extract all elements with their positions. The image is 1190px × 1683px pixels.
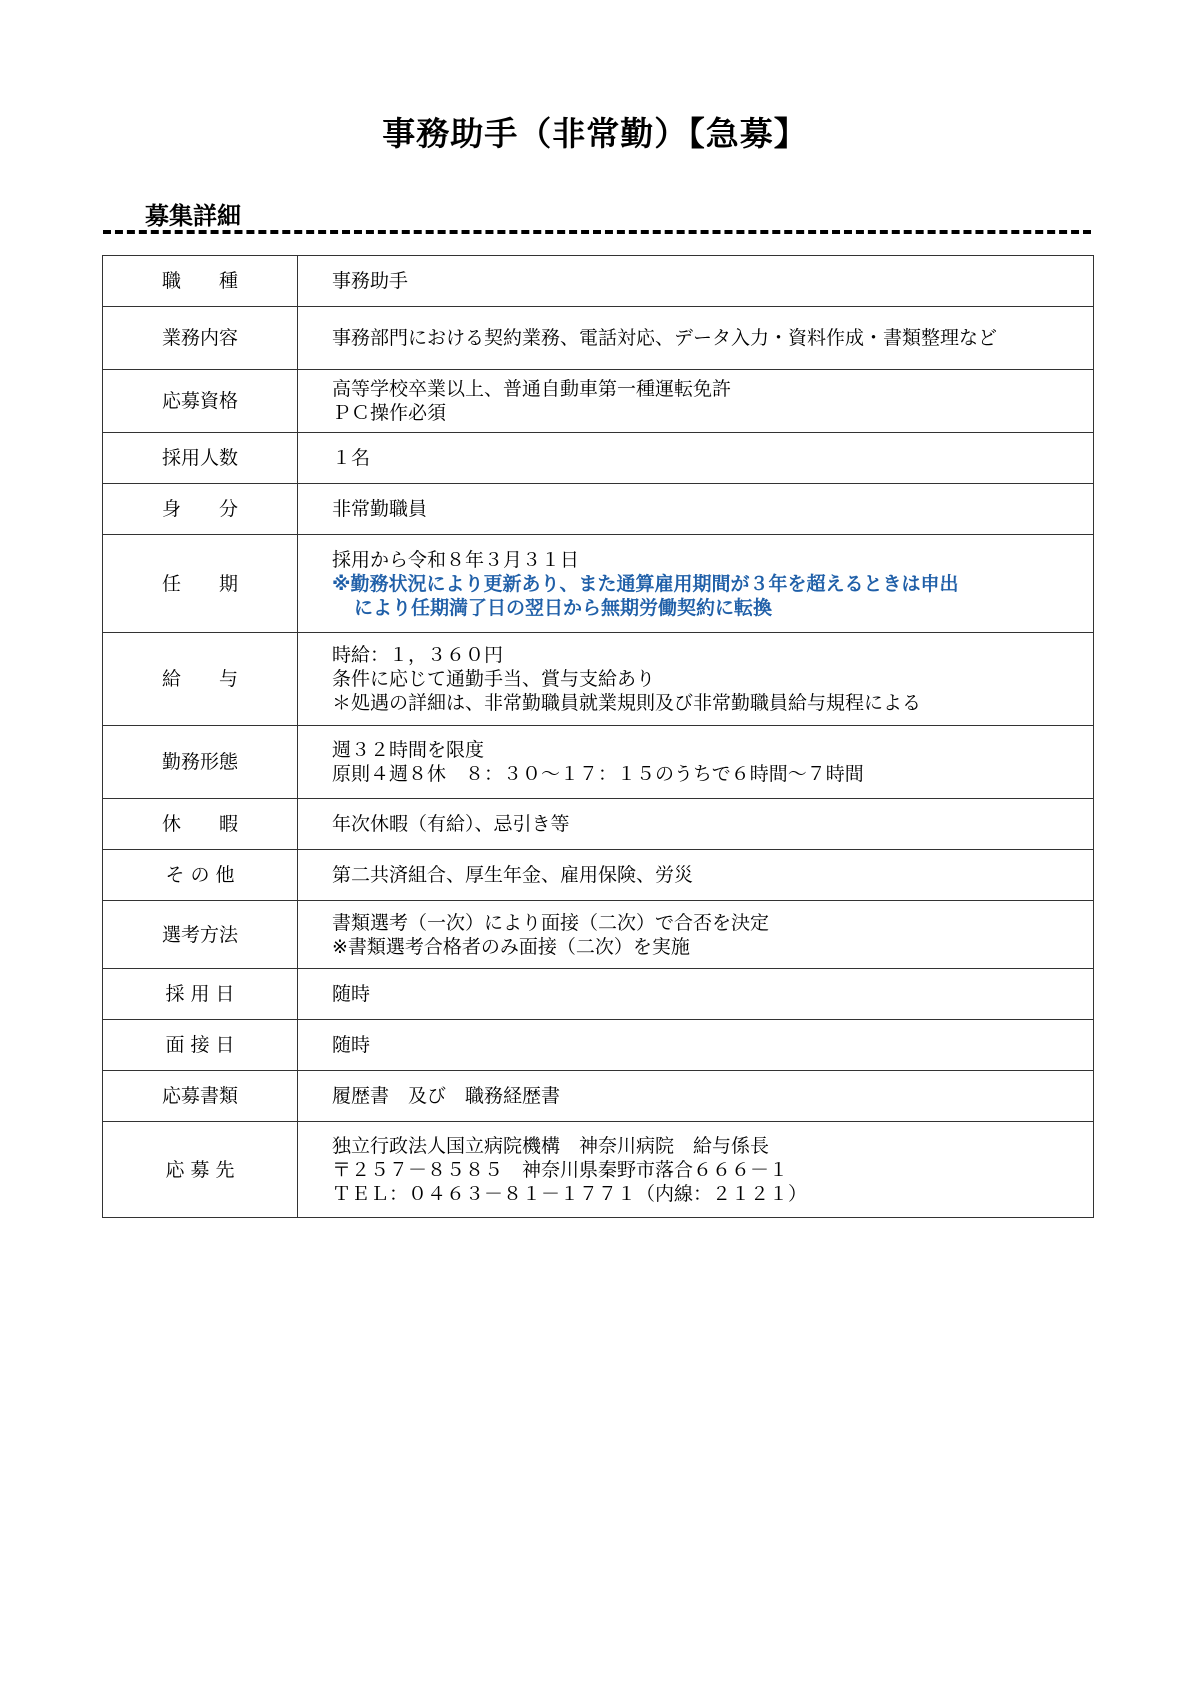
value-line: 第二共済組合、厚生年金、雇用保険、労災 — [332, 864, 694, 886]
value-line: ＰＣ操作必須 — [332, 402, 447, 424]
job-details-table — [102, 255, 1094, 1218]
value-line: 高等学校卒業以上、普通自動車第一種運転免許 — [332, 378, 732, 400]
value-line: 事務部門における契約業務、電話対応、データ入力・資料作成・書類整理など — [332, 327, 998, 349]
row-label: 業務内容 — [103, 307, 298, 370]
value-line: 採用から令和８年３月３１日 — [332, 548, 580, 571]
row-value — [298, 1122, 1094, 1218]
table-row — [103, 256, 1094, 307]
row-value — [298, 799, 1094, 850]
row-value — [298, 307, 1094, 370]
table-row — [103, 901, 1094, 969]
row-label: 勤務形態 — [103, 726, 298, 799]
table-row — [103, 850, 1094, 901]
row-value — [298, 850, 1094, 901]
section-title: 募集詳細 — [145, 202, 241, 230]
value-line: 履歴書 及び 職務経歴書 — [332, 1085, 561, 1107]
table-row — [103, 799, 1094, 850]
value-line: 独立行政法人国立病院機構 神奈川病院 給与係長 — [332, 1134, 770, 1157]
dashed-divider — [103, 230, 1091, 234]
row-value — [298, 535, 1094, 633]
row-label: 面 接 日 — [103, 1020, 298, 1071]
value-note: により任期満了日の翌日から無期労働契約に転換 — [354, 596, 773, 619]
table-row — [103, 633, 1094, 726]
row-value — [298, 633, 1094, 726]
value-line: ＴＥＬ：０４６３－８１－１７７１（内線：２１２１） — [332, 1182, 808, 1205]
table-row — [103, 370, 1094, 433]
row-value — [298, 484, 1094, 535]
table-row — [103, 484, 1094, 535]
table-row — [103, 1071, 1094, 1122]
row-label: そ の 他 — [103, 850, 298, 901]
row-label: 応 募 先 — [103, 1122, 298, 1218]
row-value — [298, 256, 1094, 307]
value-line: 随時 — [332, 983, 371, 1005]
row-value — [298, 1071, 1094, 1122]
row-value — [298, 726, 1094, 799]
row-value — [298, 901, 1094, 969]
page-title: 事務助手（非常勤）【急募】 — [382, 114, 808, 153]
row-value — [298, 1020, 1094, 1071]
table-row — [103, 1020, 1094, 1071]
value-note: ※勤務状況により更新あり、また通算雇用期間が３年を超えるときは申出 — [332, 572, 959, 595]
row-label: 採用人数 — [103, 433, 298, 484]
value-line: 年次休暇（有給）、忌引き等 — [332, 813, 570, 835]
value-line: 時給：１，３６０円 — [332, 644, 504, 666]
row-label: 職 種 — [103, 256, 298, 307]
value-line: 条件に応じて通勤手当、賞与支給あり — [332, 668, 656, 690]
row-label: 応募資格 — [103, 370, 298, 433]
row-label: 選考方法 — [103, 901, 298, 969]
row-label: 応募書類 — [103, 1071, 298, 1122]
table-row — [103, 433, 1094, 484]
row-value — [298, 969, 1094, 1020]
value-line: 原則４週８休 ８：３０～１７：１５のうちで６時間～７時間 — [332, 763, 864, 785]
row-label: 採 用 日 — [103, 969, 298, 1020]
value-line: 〒２５７－８５８５ 神奈川県秦野市落合６６６－１ — [332, 1158, 789, 1181]
row-value — [298, 433, 1094, 484]
row-label: 身 分 — [103, 484, 298, 535]
value-line: 事務助手 — [332, 270, 409, 292]
row-label: 給 与 — [103, 633, 298, 726]
value-line: 随時 — [332, 1034, 371, 1056]
table-row — [103, 1122, 1094, 1218]
value-line: 書類選考（一次）により面接（二次）で合否を決定 — [332, 911, 770, 934]
value-line: ※書類選考合格者のみ面接（二次）を実施 — [332, 935, 690, 958]
value-line: 非常勤職員 — [332, 498, 428, 520]
table-row — [103, 535, 1094, 633]
value-line: ＊処遇の詳細は、非常勤職員就業規則及び非常勤職員給与規程による — [332, 692, 922, 714]
row-value — [298, 370, 1094, 433]
value-line: １名 — [332, 447, 371, 469]
row-label: 任 期 — [103, 535, 298, 633]
value-line: 週３２時間を限度 — [332, 739, 485, 761]
table-row — [103, 726, 1094, 799]
table-row — [103, 969, 1094, 1020]
row-label: 休 暇 — [103, 799, 298, 850]
table-row — [103, 307, 1094, 370]
